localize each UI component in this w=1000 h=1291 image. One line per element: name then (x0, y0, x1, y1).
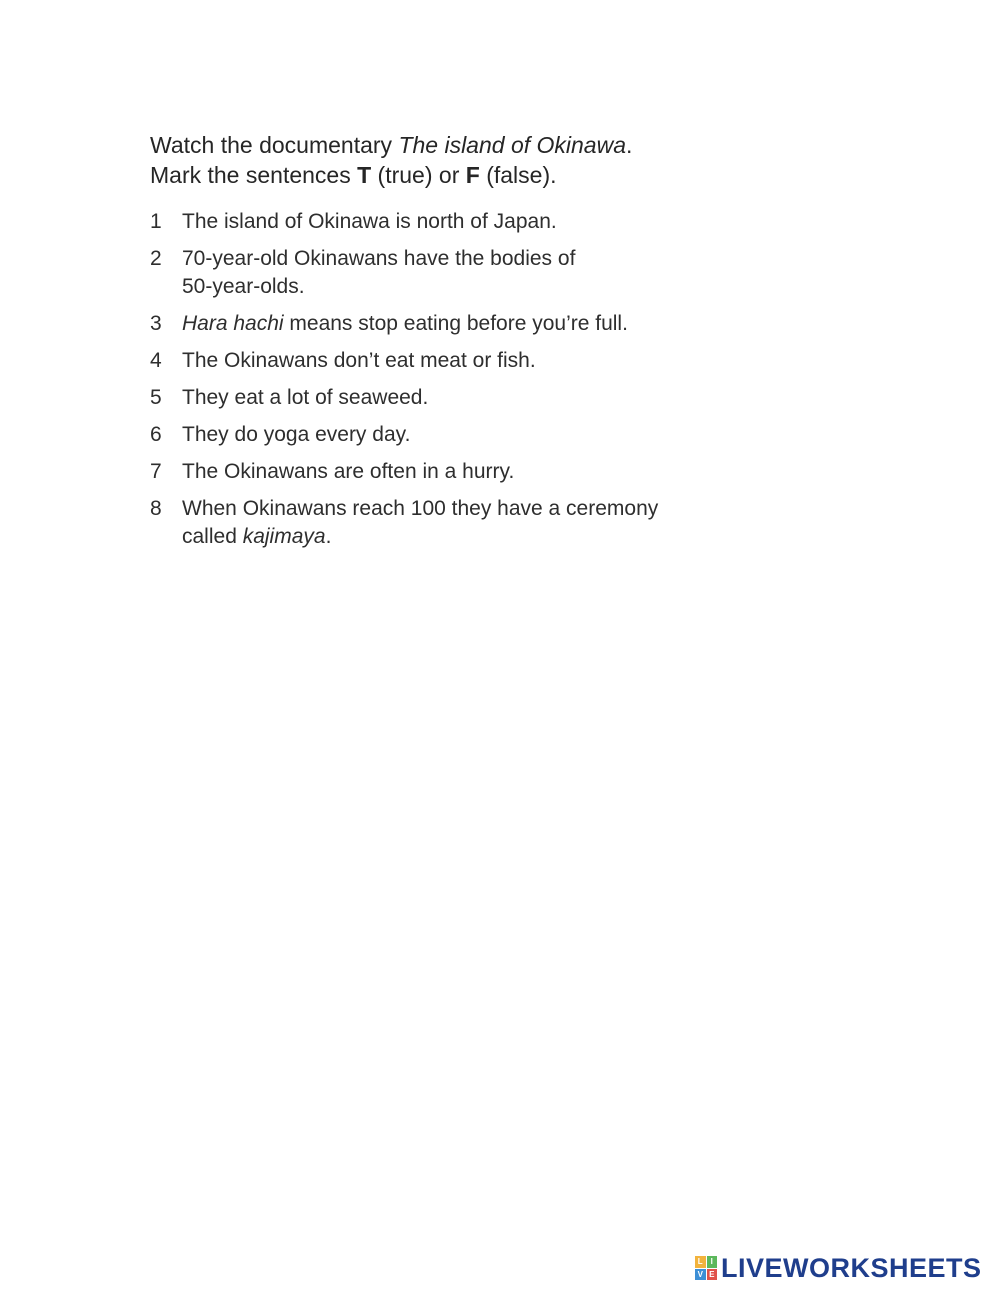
logo-mark-icon (695, 1256, 717, 1280)
statement-2 (150, 245, 658, 301)
statement-4 (150, 347, 658, 375)
statement-6 (150, 421, 658, 449)
statement-number: 1 (150, 210, 162, 233)
logo-mark-letter: E (707, 1269, 718, 1281)
documentary-title: The island of Okinawa (398, 132, 627, 158)
statement-3 (150, 310, 658, 338)
statement-text: means stop eating before you’re full. (283, 312, 628, 335)
logo-mark-letter: L (695, 1256, 706, 1268)
statement-text: The island of Okinawa is north of Japan. (182, 210, 557, 233)
statement-text: The Okinawans don’t eat meat or fish. (182, 349, 536, 372)
statement-text-line-2 (182, 523, 658, 551)
statement-5 (150, 384, 658, 412)
logo-text: LIVEWORKSHEETS (721, 1253, 982, 1283)
instruction-text: (true) or (371, 162, 466, 188)
statement-term: Hara hachi (182, 312, 284, 335)
statement-term: kajimaya (242, 525, 326, 548)
logo-mark-letter: I (707, 1256, 718, 1268)
statement-text: The Okinawans are often in a hurry. (182, 460, 515, 483)
statement-7 (150, 458, 658, 486)
true-marker: T (357, 162, 372, 188)
instruction-line-1 (150, 130, 632, 160)
statement-text: They eat a lot of seaweed. (182, 386, 429, 409)
statement-text: called (182, 525, 243, 548)
instruction-text: (false). (479, 162, 557, 188)
statement-text-line-2: 50-year-olds. (182, 275, 305, 298)
statement-number: 8 (150, 497, 162, 520)
statement-1 (150, 208, 658, 236)
statement-number: 5 (150, 386, 162, 409)
instruction-text: Watch the documentary (150, 132, 399, 158)
statement-text-line-1: When Okinawans reach 100 they have a ceremony (182, 497, 659, 520)
statement-number: 6 (150, 423, 162, 446)
false-marker: F (465, 162, 480, 188)
instruction-line-2 (150, 160, 632, 190)
statement-number: 4 (150, 349, 162, 372)
logo-mark-letter: V (695, 1269, 706, 1281)
statement-number: 2 (150, 247, 162, 270)
statement-text-line-1: 70-year-old Okinawans have the bodies of (182, 247, 576, 270)
liveworksheets-logo (695, 1253, 982, 1283)
instruction-text: . (626, 132, 633, 158)
statement-text: They do yoga every day. (182, 423, 411, 446)
instruction-text: Mark the sentences (150, 162, 358, 188)
statement-8 (150, 495, 658, 551)
statement-number: 7 (150, 460, 162, 483)
instructions (150, 130, 632, 190)
statement-list (150, 208, 658, 560)
statement-text: . (325, 525, 332, 548)
statement-number: 3 (150, 312, 162, 335)
